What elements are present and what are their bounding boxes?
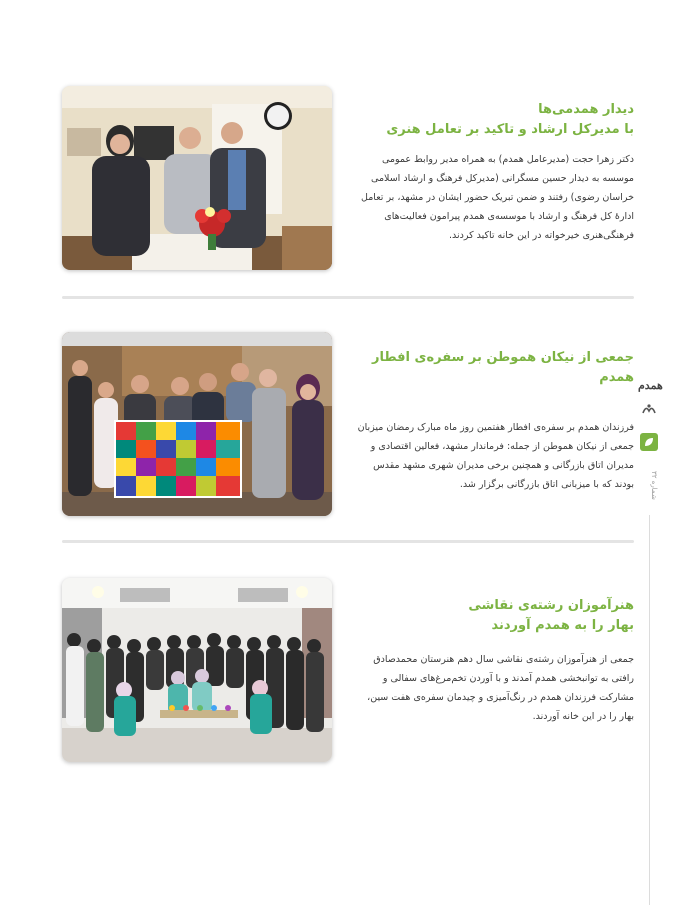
sidebar-vertical-rule	[649, 515, 650, 905]
iftar-photo-illustration	[62, 332, 332, 516]
painting-photo-illustration	[62, 578, 332, 762]
quilt-blanket-pattern	[116, 422, 240, 496]
meeting-photo-illustration	[62, 86, 332, 270]
article-text-meeting	[354, 100, 634, 245]
section-divider-2	[62, 540, 634, 543]
issue-caption: شماره ۳۲	[650, 470, 658, 500]
title-line-2: با مدیرکل ارشاد و تاکید بر تعامل هنری	[386, 122, 634, 137]
article-meeting	[62, 86, 634, 272]
article-photo-iftar	[62, 332, 332, 516]
article-photo-painting	[62, 578, 332, 762]
article-text-painting	[354, 596, 634, 726]
section-divider-1	[62, 296, 634, 299]
title-line-1: جمعی از نیکان هموطن بر سفره‌ی افطار همدم	[372, 350, 634, 385]
article-body: فرزندان همدم بر سفره‌ی افطار هفتمین روز ماه مبارک رمضان میزبان جمعی از نیکان هموطن از جمله: فرماندار مشهد، فعالین اقتصادی و مدیران اتاق بازرگانی و همچنین برخی مدیران شهری مشهد مقدس بودند که با میزبانی اتاق بازرگانی برگزار شد.	[357, 422, 634, 490]
title-line-2: بهار را به همدم آوردند	[491, 618, 634, 633]
sidebar-branding	[638, 375, 663, 905]
article-body: دکتر زهرا حجت (مدیرعامل همدم) به همراه مدیر روابط عمومی موسسه به دیدار حسین مسگرانی (مدیرکل فرهنگ و ارشاد اسلامی خراسان رضوی) رفتند و ضمن تبریک حضور ایشان در مشهد، بر تعامل ادارهٔ کل فرهنگ و ارشاد با موسسه‌ی همدم پیرامون فعالیت‌های فرهنگی‌هنری خیرخواته در این خانه تاکید کردند.	[361, 154, 634, 241]
article-body: جمعی از هنرآموزان رشته‌ی نقاشی سال دهم هنرستان محمدصادق رافتی به توانبخشی همدم آمدند و با آوردن تخم‌مرغ‌های سفالی و مشارکت فرزندان همدم در رنگ‌آمیزی و چیدمان سفره‌ی هفت سین، بهار را در این خانه آوردند.	[367, 654, 634, 722]
article-photo-meeting	[62, 86, 332, 270]
hamdam-logo-icon	[640, 401, 658, 419]
title-line-1: دیدار همدمی‌ها	[538, 102, 634, 117]
article-painting	[62, 578, 634, 764]
article-title	[354, 348, 634, 388]
title-line-1: هنرآموزان رشته‌ی نقاشی	[468, 598, 634, 613]
article-iftar	[62, 332, 634, 518]
article-text-iftar	[354, 348, 634, 494]
article-title	[354, 100, 634, 140]
article-title	[354, 596, 634, 636]
leaf-badge-icon	[640, 433, 658, 451]
logo-wordmark: همدم	[638, 379, 663, 392]
